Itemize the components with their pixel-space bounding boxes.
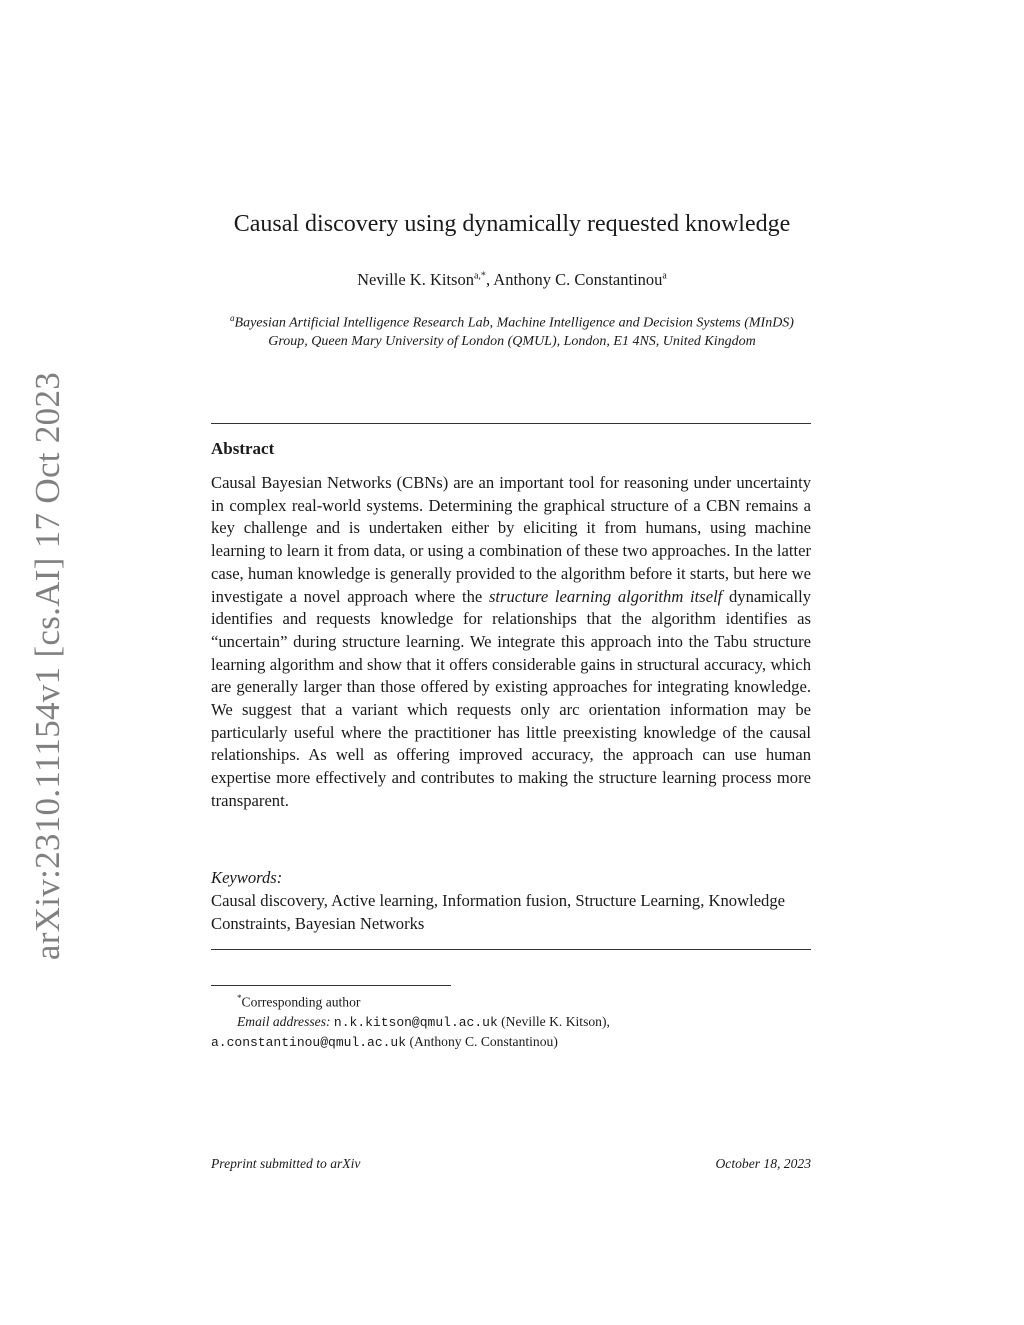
footer-preprint-note: Preprint submitted to arXiv	[211, 1156, 361, 1171]
author-name: Anthony C. Constantinou	[493, 270, 663, 289]
affiliation	[220, 309, 804, 352]
email-line-1	[211, 1012, 811, 1032]
affiliation-mark: a	[230, 313, 235, 323]
abstract-emphasis: structure learning algorithm itself	[488, 586, 723, 606]
author-name: Neville K. Kitson	[357, 270, 474, 289]
corresponding-mark: *	[237, 993, 242, 1003]
paper-title: Causal discovery using dynamically requested knowledge	[233, 211, 791, 237]
author-affiliation-mark: a,*	[473, 270, 486, 282]
affiliation-text: Bayesian Artificial Intelligence Research Lab, Machine Intelligence and Decision Systems (MInDS) Group, Queen Mary University of London (QMUL), London, E1 4NS, United Kingdom	[234, 315, 794, 350]
email-address-1[interactable]: n.k.kitson@qmul.ac.uk	[333, 1014, 498, 1030]
email-owner-2: (Anthony C. Constantinou)	[409, 1033, 558, 1049]
email-line-2	[211, 1032, 811, 1052]
arxiv-identifier-margin	[28, 366, 68, 966]
author-affiliation-mark: a	[662, 270, 667, 282]
author-list: Neville K. Kitson$^{a,*}$, Anthony C. Constantinou$^a$	[357, 270, 667, 289]
abstract-text	[211, 472, 811, 813]
keywords-text: Causal discovery, Active learning, Information fusion, Structure Learning, Knowledge Constraints, Bayesian Networks	[211, 891, 786, 933]
footnotes	[211, 989, 811, 1052]
abstract-text-part: dynamically identifies and requests knowledge for relationships that the algorithm identifies as “uncertain” during structure learning. We integrate this approach into the Tabu structure learning algorithm and show that it offers considerable gains in structural accuracy, which are generally larger than those offered by existing approaches for integrating knowledge. We suggest that a variant which requests only arc orientation information may be particularly useful where the practitioner has little preexisting knowledge of the causal relationships. As well as offering improved accuracy, the approach can use human expertise more effectively and contributes to making the structure learning process more transparent.	[211, 586, 812, 810]
corresponding-author-note	[211, 989, 811, 1012]
abstract-top-rule	[211, 423, 811, 424]
footnote-rule	[211, 985, 451, 986]
email-address-2[interactable]: a.constantinou@qmul.ac.uk	[211, 1034, 407, 1050]
footer-date: October 18, 2023	[715, 1156, 811, 1171]
corresponding-text: Corresponding author	[241, 994, 361, 1010]
arxiv-identifier: arXiv:2310.11154v1 [cs.AI] 17 Oct 2023	[28, 371, 67, 961]
page-footer	[211, 1156, 811, 1172]
email-label: Email addresses:	[237, 1013, 331, 1029]
email-owner-1: (Neville K. Kitson),	[501, 1013, 610, 1029]
abstract-text-part: Causal Bayesian Networks (CBNs) are an important tool for reasoning under uncertainty in complex real-world systems. Determining the graphical structure of a CBN remains a key challenge and is undertaken either by eliciting it from humans, using machine learning to learn it from data, or using a combination of these two approaches. In the latter case, human knowledge is generally provided to the algorithm before it starts, but here we investigate a novel approach where the	[211, 473, 811, 606]
abstract-heading: Abstract	[211, 439, 275, 458]
keywords-label: Keywords:	[211, 868, 283, 887]
abstract-bottom-rule	[211, 949, 811, 950]
